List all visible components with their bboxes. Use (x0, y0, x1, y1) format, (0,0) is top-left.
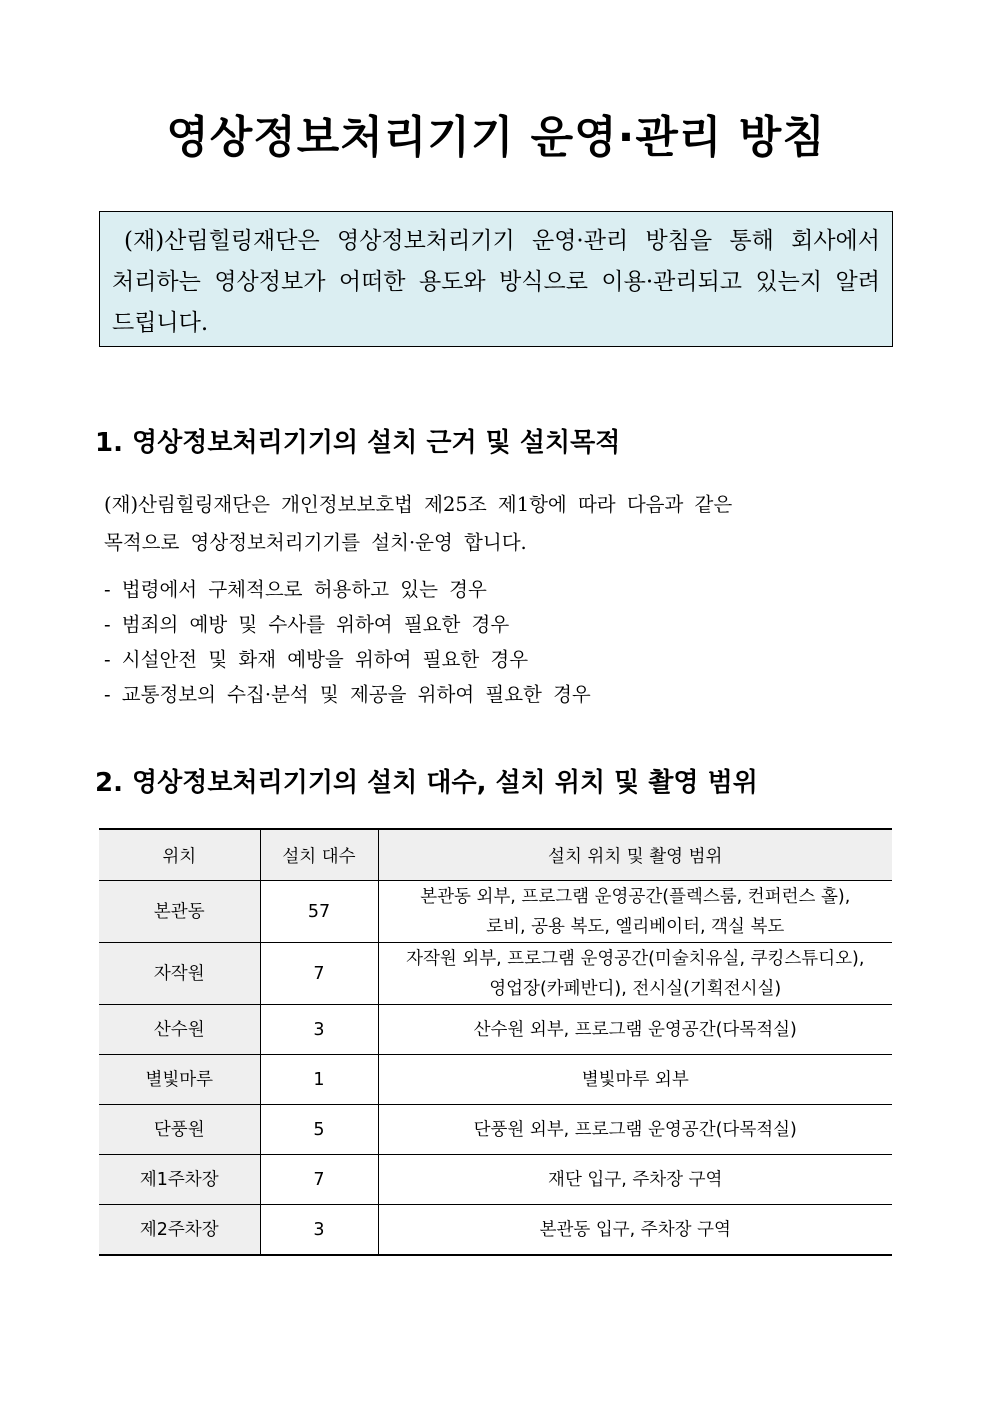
table-row (99, 1105, 892, 1155)
cell-location: 제1주차장 (99, 1155, 260, 1205)
list-item: - 법령에서 구체적으로 허용하고 있는 경우 (104, 578, 487, 601)
cell-range-line: 자작원 외부, 프로그램 운영공간(미술치유실, 쿠킹스튜디오), (406, 948, 865, 969)
header-count: 설치 대수 (260, 829, 378, 881)
cell-range-line: 영업장(카페반디), 전시실(기획전시실) (489, 978, 782, 999)
cell-count: 1 (260, 1055, 378, 1105)
cell-range (378, 881, 892, 943)
cell-range: 재단 입구, 주차장 구역 (378, 1155, 892, 1205)
cell-range: 단풍원 외부, 프로그램 운영공간(다목적실) (378, 1105, 892, 1155)
cell-range: 산수원 외부, 프로그램 운영공간(다목적실) (378, 1005, 892, 1055)
section1-paragraph-line2: 목적으로 영상정보처리기기를 설치·운영 합니다. (104, 531, 527, 554)
table-row (99, 1005, 892, 1055)
cell-location: 제2주차장 (99, 1205, 260, 1256)
cell-count: 3 (260, 1005, 378, 1055)
purpose-list (104, 572, 591, 712)
cell-range-line: 본관동 외부, 프로그램 운영공간(플렉스룸, 컨퍼런스 홀), (420, 886, 851, 907)
cell-location: 별빛마루 (99, 1055, 260, 1105)
page-title: 영상정보처리기기 운영·관리 방침 (166, 112, 826, 163)
table-row (99, 1055, 892, 1105)
cell-range (378, 943, 892, 1005)
cell-location: 자작원 (99, 943, 260, 1005)
list-item: - 시설안전 및 화재 예방을 위하여 필요한 경우 (104, 648, 529, 671)
header-location: 위치 (99, 829, 260, 881)
intro-box (99, 211, 893, 347)
section1-heading: 1. 영상정보처리기기의 설치 근거 및 설치목적 (95, 428, 621, 458)
section2-heading: 2. 영상정보처리기기의 설치 대수, 설치 위치 및 촬영 범위 (95, 768, 758, 798)
intro-text: (재)산림힐링재단은 영상정보처리기기 운영·관리 방침을 통해 회사에서 처리하는 영상정보가 어떠한 용도와 방식으로 이용·관리되고 있는지 알려드립니다. (112, 228, 880, 336)
cell-range-line: 로비, 공용 복도, 엘리베이터, 객실 복도 (486, 916, 785, 937)
section1-paragraph (104, 486, 844, 562)
table-row (99, 1155, 892, 1205)
cctv-table (99, 828, 892, 1256)
cell-count: 3 (260, 1205, 378, 1256)
cell-count: 7 (260, 943, 378, 1005)
list-item: - 범죄의 예방 및 수사를 위하여 필요한 경우 (104, 613, 510, 636)
table-row (99, 1205, 892, 1256)
cell-range: 본관동 입구, 주차장 구역 (378, 1205, 892, 1256)
table-row (99, 943, 892, 1005)
cell-count: 5 (260, 1105, 378, 1155)
table-row (99, 881, 892, 943)
cell-count: 57 (260, 881, 378, 943)
cell-count: 7 (260, 1155, 378, 1205)
cell-range: 별빛마루 외부 (378, 1055, 892, 1105)
table-header-row (99, 829, 892, 881)
cell-location: 산수원 (99, 1005, 260, 1055)
cell-location: 단풍원 (99, 1105, 260, 1155)
cell-location: 본관동 (99, 881, 260, 943)
list-item: - 교통정보의 수집·분석 및 제공을 위하여 필요한 경우 (104, 683, 591, 706)
section1-paragraph-line1: (재)산림힐링재단은 개인정보보호법 제25조 제1항에 따라 다음과 같은 (104, 493, 733, 516)
header-range: 설치 위치 및 촬영 범위 (378, 829, 892, 881)
